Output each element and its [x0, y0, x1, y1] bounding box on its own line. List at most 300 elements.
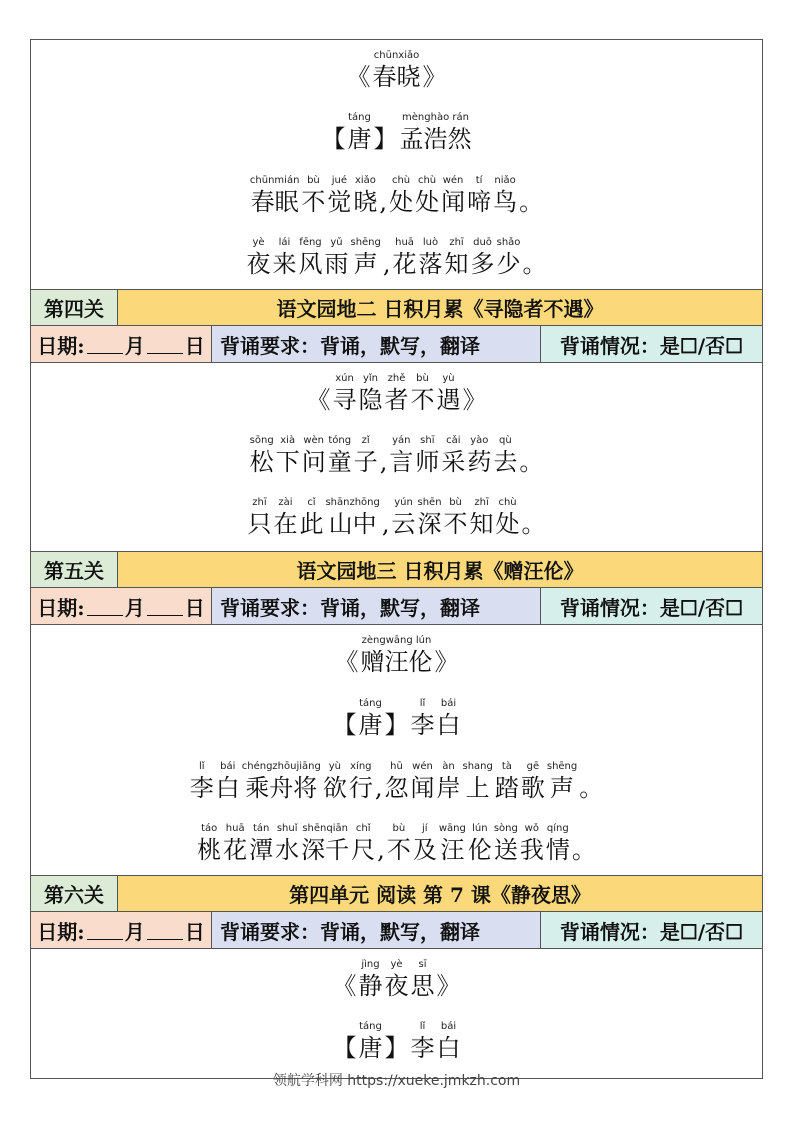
pinyin: yù — [442, 373, 455, 384]
day-label: 日 — [184, 595, 205, 620]
char-cell — [333, 959, 357, 1001]
pinyin: qù — [498, 435, 512, 446]
char-cell — [328, 435, 352, 477]
hanzi: 尺 — [351, 836, 376, 864]
poem-line — [31, 698, 762, 740]
hanzi: 风 — [298, 250, 323, 278]
month-blank[interactable] — [87, 597, 123, 616]
hanzi: 山中 — [328, 510, 377, 538]
char-cell — [411, 1021, 435, 1063]
hanzi: 》 — [462, 386, 487, 414]
char-cell — [441, 175, 465, 217]
pinyin: tóng — [328, 435, 352, 446]
hanzi: 去 — [493, 448, 518, 476]
worksheet-page — [30, 39, 763, 1079]
day-label: 日 — [184, 333, 205, 358]
hanzi: 处 — [495, 510, 520, 538]
pinyin: cǎi — [446, 435, 461, 446]
char-cell — [323, 761, 347, 803]
hanzi: , — [382, 250, 391, 278]
hanzi: 岸 — [436, 774, 461, 802]
char-cell — [377, 823, 385, 865]
pinyin: sī — [418, 959, 427, 970]
pinyin: jí — [422, 823, 428, 834]
char-cell — [521, 761, 545, 803]
hanzi: 《 — [306, 386, 331, 414]
poem-line — [31, 435, 762, 477]
hanzi: 声 — [550, 774, 575, 802]
pinyin: xún — [335, 373, 354, 384]
hanzi: 及 — [412, 836, 437, 864]
poem-line — [31, 823, 762, 865]
hanzi: 。 — [521, 510, 546, 538]
status-checkbox-group[interactable]: 背诵情况：是☐/否☐ — [541, 588, 762, 624]
pinyin: bù — [416, 373, 429, 384]
char-cell — [307, 373, 331, 415]
poem-line — [31, 373, 762, 415]
char-cell — [383, 237, 391, 279]
month-label: 月 — [124, 333, 145, 358]
hanzi: 不 — [301, 188, 326, 216]
char-cell — [242, 761, 321, 803]
char-cell — [349, 761, 373, 803]
char-cell — [359, 373, 383, 415]
hanzi: 不 — [443, 510, 468, 538]
date-field[interactable] — [31, 912, 212, 948]
pinyin: tán — [252, 823, 270, 834]
hanzi: 言 — [389, 448, 414, 476]
char-cell — [385, 1021, 409, 1063]
char-cell — [298, 237, 322, 279]
hanzi: 欲 — [322, 774, 347, 802]
pinyin: shuǐ — [276, 823, 298, 834]
pinyin: yè — [390, 959, 403, 970]
char-cell — [375, 761, 383, 803]
hanzi: 白 — [215, 774, 240, 802]
pinyin: huā — [225, 823, 245, 834]
char-cell — [374, 112, 398, 154]
date-label: 日期: — [37, 595, 85, 620]
requirement-label: 背诵要求：背诵，默写，翻译 — [212, 912, 541, 948]
pinyin: shānzhōng — [325, 497, 380, 508]
pinyin: xíng — [350, 761, 372, 772]
hanzi: 落 — [418, 250, 443, 278]
hanzi: 《 — [332, 972, 357, 1000]
hanzi: 鸟 — [493, 188, 518, 216]
char-cell — [324, 237, 348, 279]
char-cell — [333, 373, 357, 415]
pinyin: táng — [359, 698, 382, 709]
day-blank[interactable] — [147, 921, 183, 940]
pinyin: bù — [392, 823, 406, 834]
status-checkbox-group[interactable]: 背诵情况：是☐/否☐ — [541, 326, 762, 362]
pinyin: táo — [201, 823, 218, 834]
char-cell — [411, 373, 435, 415]
pinyin: zèngwāng lún — [361, 635, 432, 646]
char-cell — [493, 435, 517, 477]
hanzi: 送 — [493, 836, 518, 864]
hanzi: 踏 — [494, 774, 519, 802]
hanzi: 多 — [470, 250, 495, 278]
char-cell — [437, 373, 461, 415]
hanzi: 唐 — [358, 1034, 383, 1062]
char-cell — [216, 761, 240, 803]
char-cell — [468, 823, 492, 865]
hanzi: 花 — [392, 250, 417, 278]
pinyin: jìng — [361, 959, 380, 970]
char-cell — [410, 761, 434, 803]
pinyin: jué — [331, 175, 348, 186]
info-row — [31, 326, 762, 363]
hanzi: , — [374, 774, 383, 802]
char-cell — [333, 1021, 357, 1063]
pinyin: fēng — [299, 237, 322, 248]
char-cell — [354, 435, 378, 477]
char-cell — [190, 761, 214, 803]
hanzi: 寻 — [332, 386, 357, 414]
char-cell — [435, 635, 459, 677]
hanzi: 汪 — [440, 836, 465, 864]
hanzi: 春眠 — [250, 188, 299, 216]
pinyin: shang — [462, 761, 493, 772]
char-cell — [439, 823, 466, 865]
char-cell — [350, 237, 380, 279]
hanzi: 。 — [519, 448, 544, 476]
pinyin: wén — [442, 175, 464, 186]
pinyin: wǒ — [524, 823, 539, 834]
pinyin: gē — [526, 761, 540, 772]
char-cell — [437, 959, 461, 1001]
char-cell — [411, 698, 435, 740]
char-cell — [393, 237, 417, 279]
status-checkbox-group[interactable]: 背诵情况：是☐/否☐ — [541, 912, 762, 948]
char-cell — [494, 823, 518, 865]
pinyin: zhě — [387, 373, 406, 384]
pinyin: cǐ — [307, 497, 316, 508]
level-header — [31, 551, 762, 588]
poem-line — [31, 237, 762, 279]
hanzi: 静 — [358, 972, 383, 1000]
month-blank[interactable] — [87, 335, 123, 354]
pinyin: yán — [392, 435, 411, 446]
month-label: 月 — [124, 919, 145, 944]
pinyin: zǐ — [361, 435, 370, 446]
hanzi: 。 — [579, 774, 604, 802]
hanzi: 松 — [249, 448, 274, 476]
pinyin: zhī — [474, 497, 489, 508]
hanzi: 采 — [441, 448, 466, 476]
date-field[interactable] — [31, 588, 212, 624]
hanzi: 乘舟将 — [245, 774, 318, 802]
day-label: 日 — [184, 919, 205, 944]
hanzi: 师 — [415, 448, 440, 476]
pinyin: sōng — [249, 435, 274, 446]
pinyin: bù — [307, 175, 320, 186]
hanzi: 觉 — [327, 188, 352, 216]
char-cell — [462, 761, 492, 803]
char-cell — [325, 497, 379, 539]
char-cell — [373, 50, 421, 92]
char-cell — [471, 237, 495, 279]
pinyin: wén — [412, 761, 433, 772]
poem-line — [31, 1021, 762, 1063]
poem-line — [31, 497, 762, 539]
hanzi: 潭 — [249, 836, 274, 864]
hanzi: 白 — [436, 711, 461, 739]
pinyin: luò — [422, 237, 439, 248]
char-cell — [519, 175, 543, 217]
char-cell — [572, 823, 596, 865]
hanzi: 知 — [469, 510, 494, 538]
pinyin: chéngzhōujiāng — [241, 761, 321, 772]
char-cell — [579, 761, 603, 803]
requirement-label: 背诵要求：背诵，默写，翻译 — [212, 588, 541, 624]
pinyin: zhī — [252, 497, 267, 508]
pinyin: shī — [420, 435, 435, 446]
pinyin: qíng — [546, 823, 569, 834]
hanzi: 深 — [417, 510, 442, 538]
hanzi: 晓 — [353, 188, 378, 216]
hanzi: 问 — [301, 448, 326, 476]
hanzi: 子 — [353, 448, 378, 476]
hanzi: 白 — [436, 1034, 461, 1062]
char-cell — [547, 761, 577, 803]
hanzi: 【 — [332, 711, 357, 739]
hanzi: 孟浩然 — [399, 125, 472, 153]
char-cell — [275, 823, 299, 865]
hanzi: 药 — [467, 448, 492, 476]
hanzi: 《 — [334, 648, 359, 676]
char-cell — [520, 823, 544, 865]
pinyin: yún — [394, 497, 413, 508]
info-row — [31, 588, 762, 625]
pinyin: tí — [475, 175, 483, 186]
hanzi: 此 — [299, 510, 324, 538]
char-cell — [359, 959, 383, 1001]
hanzi: , — [379, 448, 388, 476]
month-blank[interactable] — [87, 921, 123, 940]
date-field[interactable] — [31, 326, 212, 362]
hanzi: 闻 — [410, 774, 435, 802]
hanzi: 来 — [272, 250, 297, 278]
char-cell — [333, 698, 357, 740]
pinyin: shēng — [546, 761, 578, 772]
hanzi: 春晓 — [372, 63, 421, 91]
hanzi: 】 — [373, 125, 398, 153]
hanzi: 处 — [389, 188, 414, 216]
hanzi: 李 — [189, 774, 214, 802]
pinyin: shǎo — [496, 237, 521, 248]
pinyin: niǎo — [494, 175, 516, 186]
char-cell — [347, 50, 371, 92]
char-cell — [247, 497, 271, 539]
char-cell — [387, 823, 411, 865]
hanzi: 不 — [386, 836, 411, 864]
poem-jingyesi — [31, 949, 762, 1079]
pinyin: yǐn — [362, 373, 379, 384]
hanzi: 上 — [465, 774, 490, 802]
hanzi: 唐 — [347, 125, 372, 153]
pinyin: chù — [417, 175, 437, 186]
char-cell — [301, 823, 349, 865]
hanzi: 童 — [327, 448, 352, 476]
pinyin: bù — [449, 497, 462, 508]
hanzi: 不 — [410, 386, 435, 414]
day-blank[interactable] — [147, 597, 183, 616]
hanzi: 》 — [436, 972, 461, 1000]
level-title: 语文园地三 日积月累《赠汪伦》 — [118, 552, 762, 587]
hanzi: 情 — [545, 836, 570, 864]
char-cell — [322, 112, 346, 154]
char-cell — [384, 761, 408, 803]
hanzi: , — [381, 510, 390, 538]
char-cell — [470, 497, 494, 539]
hanzi: 隐 — [358, 386, 383, 414]
char-cell — [415, 175, 439, 217]
char-cell — [389, 435, 413, 477]
hanzi: 》 — [422, 63, 447, 91]
char-cell — [249, 823, 273, 865]
pinyin: yào — [470, 435, 489, 446]
poem-line — [31, 50, 762, 92]
date-label: 日期: — [37, 333, 85, 358]
hanzi: 思 — [410, 972, 435, 1000]
char-cell — [418, 497, 442, 539]
hanzi: 水 — [275, 836, 300, 864]
char-cell — [250, 175, 300, 217]
level-tag: 第五关 — [31, 552, 118, 587]
hanzi: , — [377, 836, 385, 864]
char-cell — [361, 635, 433, 677]
pinyin: lái — [278, 237, 291, 248]
level-header — [31, 875, 762, 912]
level-tag: 第四关 — [31, 290, 118, 325]
level-header — [31, 289, 762, 326]
pinyin: lǐ — [419, 1021, 426, 1032]
char-cell — [546, 823, 570, 865]
char-cell — [436, 761, 460, 803]
char-cell — [493, 175, 517, 217]
char-cell — [523, 237, 547, 279]
hanzi: 少 — [496, 250, 521, 278]
char-cell — [463, 373, 487, 415]
hanzi: 【 — [332, 1034, 357, 1062]
pinyin: sòng — [493, 823, 518, 834]
char-cell — [299, 497, 323, 539]
poem-xunyinzhe — [31, 363, 762, 551]
hanzi: , — [379, 188, 388, 216]
char-cell — [519, 435, 543, 477]
char-cell — [301, 175, 325, 217]
char-cell — [223, 823, 247, 865]
hanzi: 云 — [391, 510, 416, 538]
pinyin: táng — [348, 112, 371, 123]
level-tag: 第六关 — [31, 876, 118, 911]
hanzi: 深千 — [301, 836, 350, 864]
hanzi: 》 — [434, 648, 459, 676]
poem-zengwanglun — [31, 625, 762, 875]
level-title: 第四单元 阅读 第 7 课《静夜思》 — [118, 876, 762, 911]
char-cell — [400, 112, 472, 154]
char-cell — [495, 761, 519, 803]
pinyin: bái — [440, 1021, 457, 1032]
pinyin: xià — [280, 435, 296, 446]
hanzi: 雨 — [324, 250, 349, 278]
char-cell — [441, 435, 465, 477]
pinyin: chù — [391, 175, 411, 186]
hanzi: 赠汪伦 — [360, 648, 433, 676]
hanzi: 。 — [519, 188, 544, 216]
hanzi: 知 — [444, 250, 469, 278]
char-cell — [419, 237, 443, 279]
char-cell — [250, 435, 274, 477]
char-cell — [385, 959, 409, 1001]
char-cell — [335, 635, 359, 677]
char-cell — [359, 698, 383, 740]
char-cell — [353, 175, 377, 217]
hanzi: 夜 — [384, 972, 409, 1000]
hanzi: 】 — [384, 711, 409, 739]
char-cell — [380, 435, 388, 477]
hanzi: 李 — [410, 1034, 435, 1062]
char-cell — [197, 823, 221, 865]
char-cell — [246, 237, 270, 279]
char-cell — [497, 237, 521, 279]
hanzi: 声 — [353, 250, 378, 278]
poem-line — [31, 959, 762, 1001]
char-cell — [379, 175, 387, 217]
requirement-label: 背诵要求：背诵，默写，翻译 — [212, 326, 541, 362]
pinyin: zhī — [449, 237, 464, 248]
date-label: 日期: — [37, 919, 85, 944]
footer-watermark: 领航学科网 https://xueke.jmkzh.com — [272, 1073, 521, 1089]
pinyin: xiǎo — [354, 175, 376, 186]
day-blank[interactable] — [147, 335, 183, 354]
hanzi: 李 — [410, 711, 435, 739]
hanzi: 【 — [321, 125, 346, 153]
hanzi: 行 — [348, 774, 373, 802]
poem-chunxiao — [31, 40, 762, 289]
char-cell — [467, 175, 491, 217]
char-cell — [392, 497, 416, 539]
char-cell — [273, 497, 297, 539]
pinyin: lǐ — [419, 698, 426, 709]
poem-line — [31, 635, 762, 677]
pinyin: bái — [440, 698, 457, 709]
hanzi: 我 — [519, 836, 544, 864]
pinyin: chūnmián — [249, 175, 300, 186]
char-cell — [437, 1021, 461, 1063]
char-cell — [413, 823, 437, 865]
hanzi: 啼 — [467, 188, 492, 216]
hanzi: 唐 — [358, 711, 383, 739]
hanzi: 桃 — [197, 836, 222, 864]
hanzi: 处 — [415, 188, 440, 216]
hanzi: 伦 — [467, 836, 492, 864]
pinyin: chūnxiǎo — [373, 50, 420, 61]
char-cell — [327, 175, 351, 217]
pinyin: duō — [473, 237, 492, 248]
char-cell — [351, 823, 375, 865]
info-row — [31, 912, 762, 949]
char-cell — [272, 237, 296, 279]
char-cell — [385, 373, 409, 415]
pinyin: tà — [501, 761, 512, 772]
poem-line — [31, 761, 762, 803]
char-cell — [444, 497, 468, 539]
pinyin: àn — [442, 761, 455, 772]
char-cell — [302, 435, 326, 477]
